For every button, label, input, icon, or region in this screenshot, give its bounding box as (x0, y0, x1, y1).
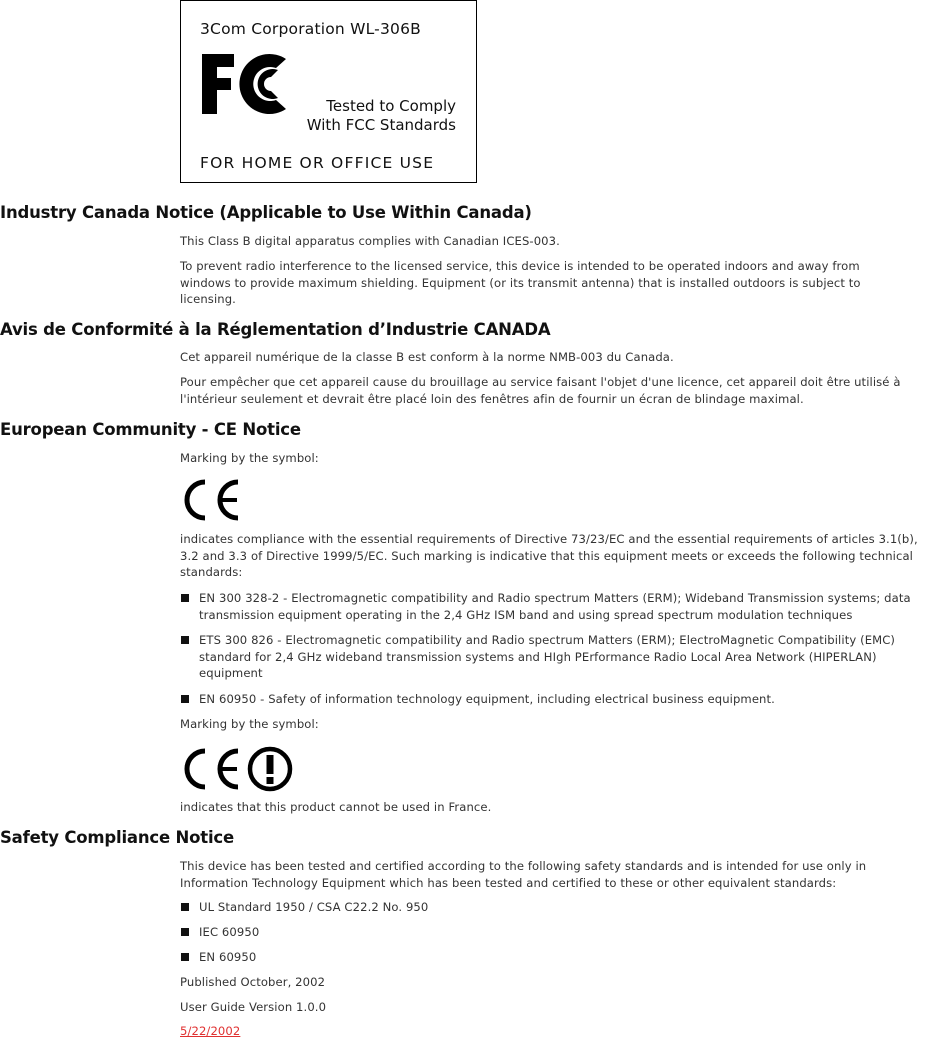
ce-alert-mark-icon (180, 745, 294, 797)
avis-p2: Pour empêcher que cet appareil cause du brouillage au service faisant l'objet d'une licence, cet appareil doit être utilisé à l'intérieur seulement et devrait être placé loin des fenêtres afin de fournir un écran de blindage maximal. (180, 375, 901, 406)
industry-canada-p2: To prevent radio interference to the licensed service, this device is intended to be operated indoors and away from windows to provide maximum shielding. Equipment (or its transmit antenna) that is installed outdoors is subject to licensing. (180, 259, 861, 306)
ce-compliance-text: indicates compliance with the essential requirements of Directive 73/23/EC and the essential requirements of articles 3.1(b), 3.2 and 3.3 of Directive 1999/5/EC. Such marking is indicative that this equipment meets or exceeds the following technical standards: (180, 532, 918, 579)
list-item-text: IEC 60950 (199, 925, 260, 939)
bullet-square-icon (181, 903, 189, 911)
heading-safety: Safety Compliance Notice (0, 828, 234, 847)
date-text: 5/22/2002 (180, 1024, 241, 1038)
date-stamp (180, 1023, 932, 1040)
fcc-label (180, 0, 477, 183)
heading-ce-notice: European Community - CE Notice (0, 420, 301, 439)
bullet-square-icon (181, 953, 189, 961)
published-text: Published October, 2002 (180, 975, 326, 989)
fcc-use-text: FOR HOME OR OFFICE USE (200, 154, 435, 172)
ce-marking-1: Marking by the symbol: (180, 451, 319, 465)
fcc-tested-text (307, 97, 456, 135)
list-item (180, 949, 932, 966)
list-item-text: ETS 300 826 - Electromagnetic compatibility and Radio spectrum Matters (ERM); ElectroMagnetic Compatibility (EMC) standard for 2,4 GHz wideband transmission systems and HIgh PErformance Radio Local Area Network (HIPERLAN) equipment (199, 633, 896, 680)
ce-marking-2: Marking by the symbol: (180, 717, 319, 731)
industry-canada-p1: This Class B digital apparatus complies with Canadian ICES-003. (180, 234, 560, 248)
bullet-square-icon (181, 928, 189, 936)
safety-p1: This device has been tested and certified according to the following safety standards and is intended for use only in Information Technology Equipment which has been tested and certified to these or other equivalent standards: (180, 859, 867, 890)
list-item (180, 924, 932, 941)
fcc-company: 3Com Corporation WL-306B (200, 20, 421, 38)
fcc-tested-line1: Tested to Comply (326, 97, 456, 115)
bullet-square-icon (181, 594, 189, 602)
list-item (180, 590, 932, 623)
list-item-text: EN 60950 - Safety of information technology equipment, including electrical business equipment. (199, 692, 775, 706)
list-item (180, 899, 932, 916)
heading-industry-canada: Industry Canada Notice (Applicable to Use Within Canada) (0, 203, 532, 222)
version-text: User Guide Version 1.0.0 (180, 1000, 327, 1014)
list-item (180, 632, 932, 682)
list-item-text: EN 300 328-2 - Electromagnetic compatibility and Radio spectrum Matters (ERM); Wideband Transmission systems; data transmission equipment operating in the 2,4 GHz ISM band and using spread spectrum modulation techniques (199, 591, 911, 622)
heading-avis: Avis de Conformité à la Réglementation d’Industrie CANADA (0, 320, 551, 339)
bullet-square-icon (181, 695, 189, 703)
fcc-tested-line2: With FCC Standards (306, 116, 456, 134)
ce-france-text: indicates that this product cannot be used in France. (180, 800, 492, 814)
avis-p1: Cet appareil numérique de la classe B est conform à la norme NMB-003 du Canada. (180, 350, 674, 364)
list-item-text: UL Standard 1950 / CSA C22.2 No. 950 (199, 900, 429, 914)
ce-mark-icon (180, 479, 242, 525)
fcc-logo-icon (200, 51, 292, 121)
list-item-text: EN 60950 (199, 950, 257, 964)
bullet-square-icon (181, 636, 189, 644)
list-item (180, 691, 932, 708)
